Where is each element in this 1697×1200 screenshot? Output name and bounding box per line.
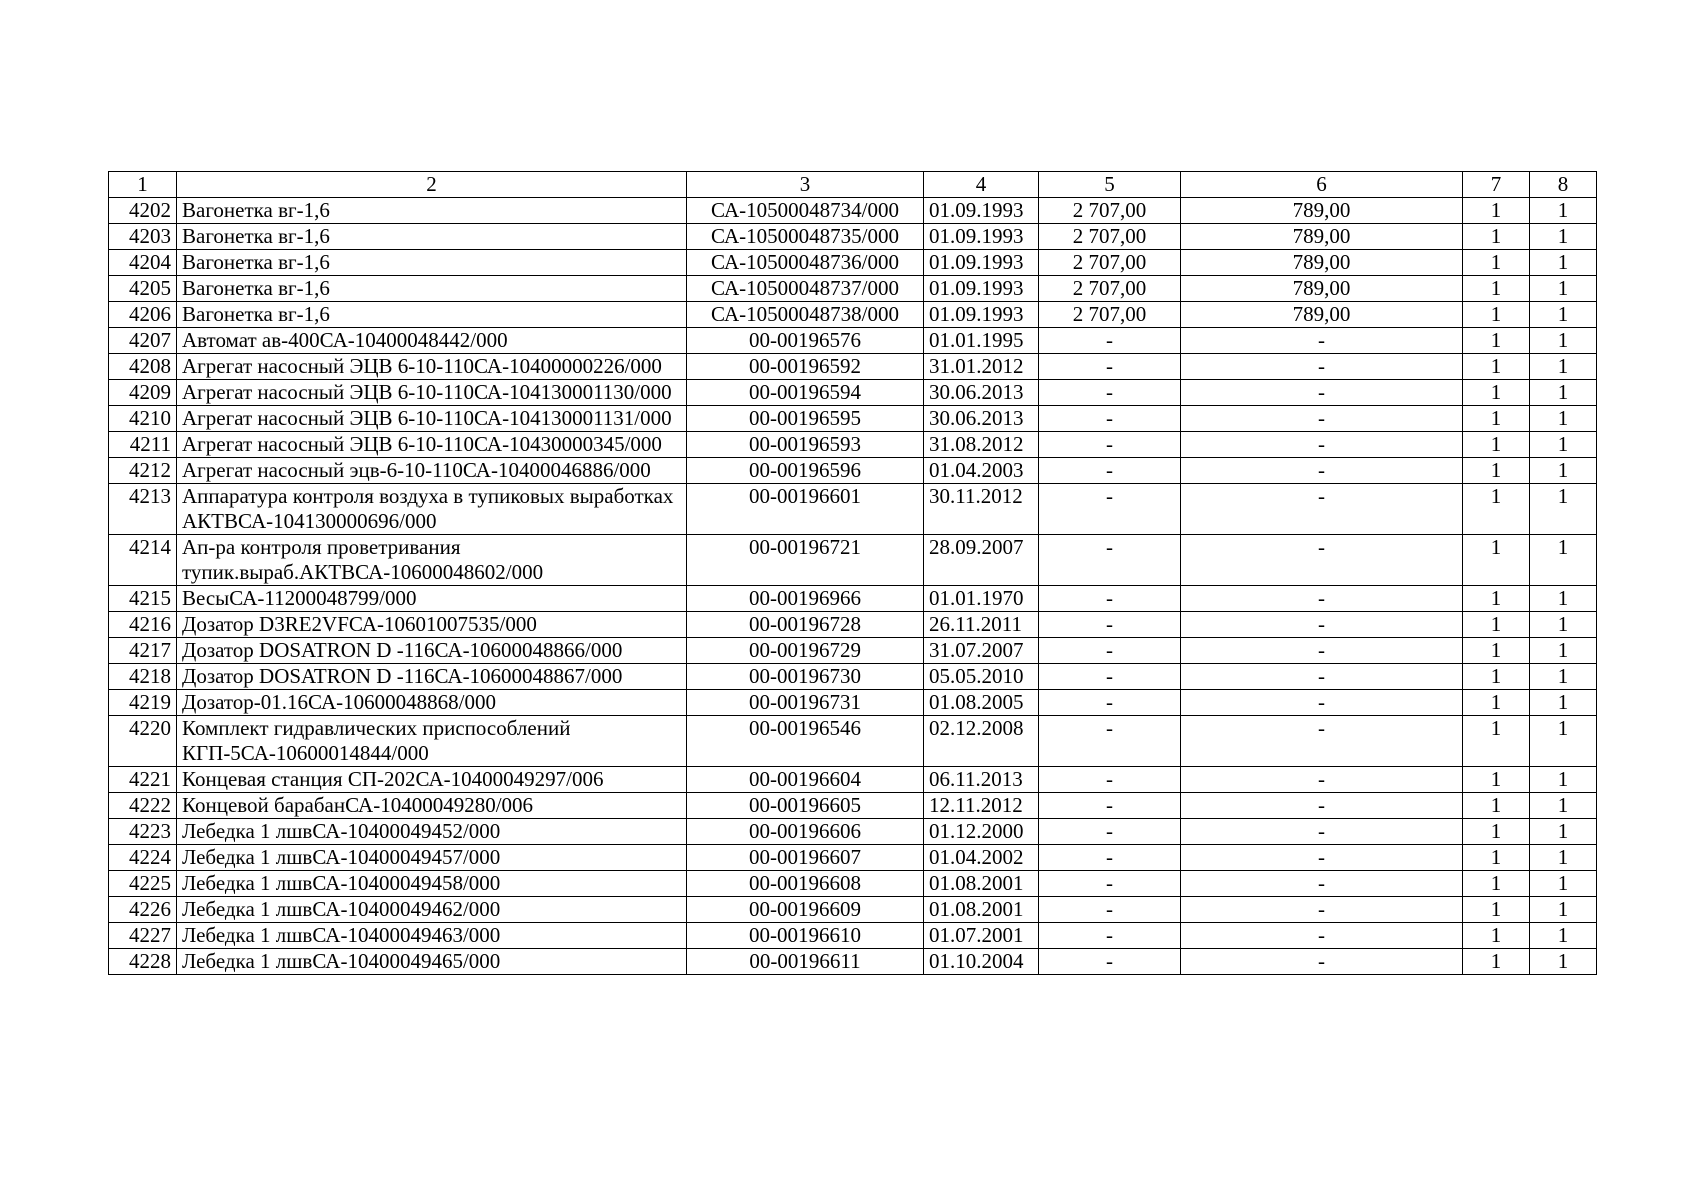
date-cell: 05.05.2010 <box>924 664 1039 690</box>
quantity-col7-cell: 1 <box>1463 664 1530 690</box>
row-number-cell: 4218 <box>109 664 177 690</box>
quantity-col8-cell: 1 <box>1530 535 1597 586</box>
date-cell: 26.11.2011 <box>924 612 1039 638</box>
value-col5-cell: - <box>1039 612 1181 638</box>
value-col6-cell: - <box>1181 819 1463 845</box>
inventory-code-cell: 00-00196610 <box>687 923 924 949</box>
value-col5-cell: - <box>1039 586 1181 612</box>
quantity-col7-cell: 1 <box>1463 716 1530 767</box>
quantity-col7-cell: 1 <box>1463 871 1530 897</box>
quantity-col7-cell: 1 <box>1463 458 1530 484</box>
row-number-cell: 4215 <box>109 586 177 612</box>
value-col6-cell: 789,00 <box>1181 224 1463 250</box>
inventory-code-cell: 00-00196593 <box>687 432 924 458</box>
value-col6-cell: 789,00 <box>1181 276 1463 302</box>
item-name-cell: Агрегат насосный ЭЦВ 6-10-110СА-104130001131/000 <box>177 406 687 432</box>
row-number-cell: 4205 <box>109 276 177 302</box>
item-name-cell: Лебедка 1 лшвСА-10400049458/000 <box>177 871 687 897</box>
value-col5-cell: - <box>1039 690 1181 716</box>
table-row <box>109 767 1597 793</box>
date-cell: 02.12.2008 <box>924 716 1039 767</box>
quantity-col8-cell: 1 <box>1530 690 1597 716</box>
column-number-1: 1 <box>109 172 177 198</box>
quantity-col8-cell: 1 <box>1530 586 1597 612</box>
row-number-cell: 4223 <box>109 819 177 845</box>
value-col5-cell: - <box>1039 716 1181 767</box>
item-name-cell: Дозатор DOSATRON D -116СА-10600048866/000 <box>177 638 687 664</box>
row-number-cell: 4210 <box>109 406 177 432</box>
quantity-col7-cell: 1 <box>1463 923 1530 949</box>
value-col5-cell: - <box>1039 380 1181 406</box>
item-name-cell: Агрегат насосный ЭЦВ 6-10-110СА-104130001130/000 <box>177 380 687 406</box>
quantity-col8-cell: 1 <box>1530 198 1597 224</box>
table-row <box>109 638 1597 664</box>
value-col6-cell: - <box>1181 484 1463 535</box>
table-row <box>109 484 1597 535</box>
item-name-cell: Ап-ра контроля проветривания тупик.выраб.АКТВСА-10600048602/000 <box>177 535 687 586</box>
item-name-cell: Комплект гидравлических приспособлений КГП-5СА-10600014844/000 <box>177 716 687 767</box>
row-number-cell: 4204 <box>109 250 177 276</box>
row-number-cell: 4222 <box>109 793 177 819</box>
date-cell: 01.12.2000 <box>924 819 1039 845</box>
quantity-col8-cell: 1 <box>1530 716 1597 767</box>
value-col6-cell: - <box>1181 354 1463 380</box>
row-number-cell: 4211 <box>109 432 177 458</box>
quantity-col7-cell: 1 <box>1463 819 1530 845</box>
quantity-col7-cell: 1 <box>1463 380 1530 406</box>
quantity-col7-cell: 1 <box>1463 586 1530 612</box>
quantity-col7-cell: 1 <box>1463 302 1530 328</box>
table-row <box>109 406 1597 432</box>
quantity-col7-cell: 1 <box>1463 250 1530 276</box>
inventory-code-cell: 00-00196731 <box>687 690 924 716</box>
row-number-cell: 4208 <box>109 354 177 380</box>
date-cell: 01.09.1993 <box>924 224 1039 250</box>
item-name-cell: Аппаратура контроля воздуха в тупиковых выработках АКТВСА-104130000696/000 <box>177 484 687 535</box>
quantity-col8-cell: 1 <box>1530 328 1597 354</box>
inventory-code-cell: 00-00196592 <box>687 354 924 380</box>
table-row <box>109 845 1597 871</box>
value-col5-cell: 2 707,00 <box>1039 302 1181 328</box>
date-cell: 28.09.2007 <box>924 535 1039 586</box>
date-cell: 30.11.2012 <box>924 484 1039 535</box>
date-cell: 01.08.2001 <box>924 871 1039 897</box>
value-col6-cell: - <box>1181 458 1463 484</box>
table-row <box>109 535 1597 586</box>
quantity-col8-cell: 1 <box>1530 224 1597 250</box>
row-number-cell: 4228 <box>109 949 177 975</box>
row-number-cell: 4221 <box>109 767 177 793</box>
item-name-cell: Лебедка 1 лшвСА-10400049452/000 <box>177 819 687 845</box>
quantity-col8-cell: 1 <box>1530 664 1597 690</box>
item-name-cell: Дозатор DOSATRON D -116СА-10600048867/000 <box>177 664 687 690</box>
quantity-col7-cell: 1 <box>1463 535 1530 586</box>
quantity-col7-cell: 1 <box>1463 845 1530 871</box>
inventory-code-cell: СА-10500048737/000 <box>687 276 924 302</box>
value-col5-cell: - <box>1039 354 1181 380</box>
column-number-7: 7 <box>1463 172 1530 198</box>
inventory-code-cell: 00-00196730 <box>687 664 924 690</box>
item-name-cell: Вагонетка вг-1,6 <box>177 250 687 276</box>
quantity-col8-cell: 1 <box>1530 638 1597 664</box>
table-row <box>109 612 1597 638</box>
value-col6-cell: 789,00 <box>1181 198 1463 224</box>
inventory-code-cell: 00-00196728 <box>687 612 924 638</box>
table-row <box>109 897 1597 923</box>
quantity-col7-cell: 1 <box>1463 690 1530 716</box>
date-cell: 06.11.2013 <box>924 767 1039 793</box>
date-cell: 31.08.2012 <box>924 432 1039 458</box>
date-cell: 01.04.2002 <box>924 845 1039 871</box>
inventory-code-cell: 00-00196729 <box>687 638 924 664</box>
value-col6-cell: - <box>1181 535 1463 586</box>
value-col5-cell: - <box>1039 432 1181 458</box>
row-number-cell: 4207 <box>109 328 177 354</box>
column-number-2: 2 <box>177 172 687 198</box>
inventory-code-cell: СА-10500048738/000 <box>687 302 924 328</box>
date-cell: 01.09.1993 <box>924 250 1039 276</box>
value-col5-cell: - <box>1039 923 1181 949</box>
item-name-cell: Автомат ав-400СА-10400048442/000 <box>177 328 687 354</box>
date-cell: 01.07.2001 <box>924 923 1039 949</box>
date-cell: 01.04.2003 <box>924 458 1039 484</box>
table-row <box>109 793 1597 819</box>
column-number-6: 6 <box>1181 172 1463 198</box>
quantity-col8-cell: 1 <box>1530 767 1597 793</box>
quantity-col8-cell: 1 <box>1530 354 1597 380</box>
quantity-col8-cell: 1 <box>1530 432 1597 458</box>
quantity-col8-cell: 1 <box>1530 923 1597 949</box>
table-row <box>109 871 1597 897</box>
table-row <box>109 586 1597 612</box>
item-name-cell: Агрегат насосный эцв-6-10-110СА-10400046886/000 <box>177 458 687 484</box>
row-number-cell: 4224 <box>109 845 177 871</box>
document-page <box>108 171 1596 975</box>
table-row <box>109 354 1597 380</box>
date-cell: 30.06.2013 <box>924 406 1039 432</box>
quantity-col7-cell: 1 <box>1463 276 1530 302</box>
quantity-col7-cell: 1 <box>1463 793 1530 819</box>
value-col5-cell: 2 707,00 <box>1039 224 1181 250</box>
row-number-cell: 4213 <box>109 484 177 535</box>
table-row <box>109 250 1597 276</box>
inventory-code-cell: 00-00196594 <box>687 380 924 406</box>
value-col6-cell: - <box>1181 432 1463 458</box>
quantity-col7-cell: 1 <box>1463 354 1530 380</box>
value-col5-cell: 2 707,00 <box>1039 198 1181 224</box>
inventory-code-cell: 00-00196546 <box>687 716 924 767</box>
table-row <box>109 819 1597 845</box>
item-name-cell: Вагонетка вг-1,6 <box>177 276 687 302</box>
row-number-cell: 4206 <box>109 302 177 328</box>
date-cell: 01.09.1993 <box>924 276 1039 302</box>
column-number-3: 3 <box>687 172 924 198</box>
value-col5-cell: - <box>1039 458 1181 484</box>
quantity-col7-cell: 1 <box>1463 432 1530 458</box>
row-number-cell: 4209 <box>109 380 177 406</box>
row-number-cell: 4227 <box>109 923 177 949</box>
quantity-col8-cell: 1 <box>1530 406 1597 432</box>
column-number-row <box>109 172 1597 198</box>
value-col5-cell: - <box>1039 845 1181 871</box>
table-row <box>109 276 1597 302</box>
quantity-col7-cell: 1 <box>1463 612 1530 638</box>
quantity-col8-cell: 1 <box>1530 302 1597 328</box>
value-col6-cell: - <box>1181 664 1463 690</box>
value-col5-cell: - <box>1039 535 1181 586</box>
value-col5-cell: - <box>1039 871 1181 897</box>
value-col6-cell: - <box>1181 328 1463 354</box>
item-name-cell: Лебедка 1 лшвСА-10400049457/000 <box>177 845 687 871</box>
inventory-code-cell: 00-00196605 <box>687 793 924 819</box>
row-number-cell: 4219 <box>109 690 177 716</box>
value-col6-cell: - <box>1181 380 1463 406</box>
inventory-code-cell: 00-00196611 <box>687 949 924 975</box>
date-cell: 01.08.2001 <box>924 897 1039 923</box>
quantity-col7-cell: 1 <box>1463 328 1530 354</box>
value-col5-cell: - <box>1039 819 1181 845</box>
value-col5-cell: 2 707,00 <box>1039 276 1181 302</box>
table-row <box>109 224 1597 250</box>
value-col6-cell: - <box>1181 586 1463 612</box>
row-number-cell: 4203 <box>109 224 177 250</box>
column-number-8: 8 <box>1530 172 1597 198</box>
table-row <box>109 458 1597 484</box>
quantity-col7-cell: 1 <box>1463 198 1530 224</box>
item-name-cell: Агрегат насосный ЭЦВ 6-10-110СА-10430000345/000 <box>177 432 687 458</box>
row-number-cell: 4202 <box>109 198 177 224</box>
inventory-code-cell: 00-00196966 <box>687 586 924 612</box>
row-number-cell: 4220 <box>109 716 177 767</box>
inventory-code-cell: 00-00196595 <box>687 406 924 432</box>
value-col6-cell: - <box>1181 690 1463 716</box>
quantity-col8-cell: 1 <box>1530 458 1597 484</box>
inventory-code-cell: 00-00196606 <box>687 819 924 845</box>
inventory-code-cell: 00-00196608 <box>687 871 924 897</box>
value-col6-cell: 789,00 <box>1181 250 1463 276</box>
row-number-cell: 4217 <box>109 638 177 664</box>
item-name-cell: Дозатор-01.16СА-10600048868/000 <box>177 690 687 716</box>
table-row <box>109 716 1597 767</box>
quantity-col8-cell: 1 <box>1530 612 1597 638</box>
item-name-cell: Дозатор D3RE2VFСА-10601007535/000 <box>177 612 687 638</box>
column-number-4: 4 <box>924 172 1039 198</box>
date-cell: 01.10.2004 <box>924 949 1039 975</box>
value-col5-cell: - <box>1039 406 1181 432</box>
table-row <box>109 923 1597 949</box>
item-name-cell: Концевой барабанСА-10400049280/006 <box>177 793 687 819</box>
item-name-cell: Агрегат насосный ЭЦВ 6-10-110СА-10400000226/000 <box>177 354 687 380</box>
date-cell: 12.11.2012 <box>924 793 1039 819</box>
value-col6-cell: - <box>1181 923 1463 949</box>
quantity-col8-cell: 1 <box>1530 793 1597 819</box>
value-col6-cell: - <box>1181 638 1463 664</box>
table-row <box>109 432 1597 458</box>
item-name-cell: Концевая станция СП-202СА-10400049297/006 <box>177 767 687 793</box>
value-col5-cell: - <box>1039 897 1181 923</box>
value-col6-cell: - <box>1181 845 1463 871</box>
value-col5-cell: - <box>1039 949 1181 975</box>
quantity-col8-cell: 1 <box>1530 250 1597 276</box>
row-number-cell: 4216 <box>109 612 177 638</box>
value-col6-cell: - <box>1181 897 1463 923</box>
quantity-col8-cell: 1 <box>1530 871 1597 897</box>
item-name-cell: Лебедка 1 лшвСА-10400049462/000 <box>177 897 687 923</box>
value-col5-cell: 2 707,00 <box>1039 250 1181 276</box>
quantity-col8-cell: 1 <box>1530 484 1597 535</box>
quantity-col7-cell: 1 <box>1463 484 1530 535</box>
date-cell: 01.01.1970 <box>924 586 1039 612</box>
inventory-code-cell: 00-00196721 <box>687 535 924 586</box>
quantity-col7-cell: 1 <box>1463 949 1530 975</box>
table-row <box>109 198 1597 224</box>
inventory-code-cell: СА-10500048735/000 <box>687 224 924 250</box>
date-cell: 01.09.1993 <box>924 198 1039 224</box>
date-cell: 01.01.1995 <box>924 328 1039 354</box>
table-row <box>109 380 1597 406</box>
table-row <box>109 690 1597 716</box>
value-col5-cell: - <box>1039 638 1181 664</box>
asset-register-table <box>108 171 1597 975</box>
inventory-code-cell: 00-00196604 <box>687 767 924 793</box>
quantity-col8-cell: 1 <box>1530 380 1597 406</box>
value-col6-cell: - <box>1181 406 1463 432</box>
date-cell: 30.06.2013 <box>924 380 1039 406</box>
value-col5-cell: - <box>1039 767 1181 793</box>
quantity-col8-cell: 1 <box>1530 949 1597 975</box>
value-col6-cell: - <box>1181 871 1463 897</box>
inventory-code-cell: СА-10500048736/000 <box>687 250 924 276</box>
date-cell: 01.09.1993 <box>924 302 1039 328</box>
value-col5-cell: - <box>1039 793 1181 819</box>
column-number-5: 5 <box>1039 172 1181 198</box>
table-row <box>109 664 1597 690</box>
value-col5-cell: - <box>1039 328 1181 354</box>
item-name-cell: Лебедка 1 лшвСА-10400049463/000 <box>177 923 687 949</box>
row-number-cell: 4212 <box>109 458 177 484</box>
row-number-cell: 4225 <box>109 871 177 897</box>
row-number-cell: 4226 <box>109 897 177 923</box>
item-name-cell: Вагонетка вг-1,6 <box>177 224 687 250</box>
quantity-col8-cell: 1 <box>1530 897 1597 923</box>
item-name-cell: ВесыСА-11200048799/000 <box>177 586 687 612</box>
row-number-cell: 4214 <box>109 535 177 586</box>
table-body <box>109 172 1597 975</box>
date-cell: 31.07.2007 <box>924 638 1039 664</box>
value-col5-cell: - <box>1039 664 1181 690</box>
quantity-col8-cell: 1 <box>1530 845 1597 871</box>
quantity-col7-cell: 1 <box>1463 638 1530 664</box>
inventory-code-cell: 00-00196607 <box>687 845 924 871</box>
value-col6-cell: - <box>1181 949 1463 975</box>
value-col6-cell: 789,00 <box>1181 302 1463 328</box>
quantity-col7-cell: 1 <box>1463 767 1530 793</box>
quantity-col7-cell: 1 <box>1463 224 1530 250</box>
value-col6-cell: - <box>1181 612 1463 638</box>
inventory-code-cell: 00-00196576 <box>687 328 924 354</box>
value-col6-cell: - <box>1181 716 1463 767</box>
date-cell: 01.08.2005 <box>924 690 1039 716</box>
item-name-cell: Вагонетка вг-1,6 <box>177 198 687 224</box>
inventory-code-cell: 00-00196609 <box>687 897 924 923</box>
inventory-code-cell: 00-00196596 <box>687 458 924 484</box>
inventory-code-cell: СА-10500048734/000 <box>687 198 924 224</box>
value-col6-cell: - <box>1181 793 1463 819</box>
item-name-cell: Вагонетка вг-1,6 <box>177 302 687 328</box>
table-row <box>109 328 1597 354</box>
quantity-col8-cell: 1 <box>1530 276 1597 302</box>
value-col5-cell: - <box>1039 484 1181 535</box>
quantity-col7-cell: 1 <box>1463 897 1530 923</box>
date-cell: 31.01.2012 <box>924 354 1039 380</box>
quantity-col8-cell: 1 <box>1530 819 1597 845</box>
inventory-code-cell: 00-00196601 <box>687 484 924 535</box>
value-col6-cell: - <box>1181 767 1463 793</box>
table-row <box>109 949 1597 975</box>
item-name-cell: Лебедка 1 лшвСА-10400049465/000 <box>177 949 687 975</box>
quantity-col7-cell: 1 <box>1463 406 1530 432</box>
table-row <box>109 302 1597 328</box>
